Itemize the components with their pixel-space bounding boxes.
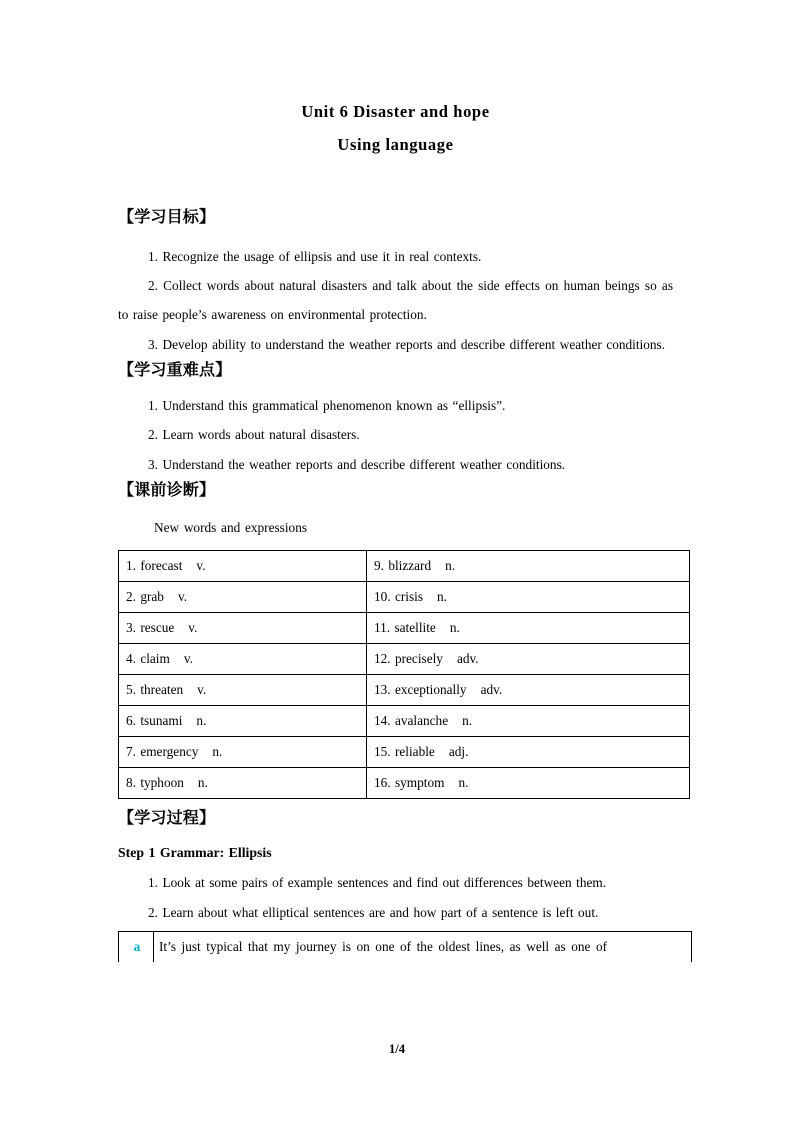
vocab-number: 11. bbox=[374, 620, 391, 636]
table-row bbox=[119, 675, 690, 706]
vocab-number: 7. bbox=[126, 744, 136, 760]
objective-item-2: 2. Collect words about natural disasters and talk about the side effects on human beings so as to raise people’s awareness on environmental protection. bbox=[118, 278, 673, 323]
vocab-cell-left bbox=[119, 768, 367, 799]
vocab-cell-right bbox=[367, 706, 690, 737]
vocab-number: 4. bbox=[126, 651, 136, 667]
vocab-cell-right bbox=[367, 582, 690, 613]
key-point-item-2: 2. Learn words about natural disasters. bbox=[148, 427, 360, 443]
vocab-word: satellite bbox=[394, 620, 436, 636]
vocab-cell-left bbox=[119, 737, 367, 768]
vocab-pos: n. bbox=[458, 775, 469, 791]
vocab-word: avalanche bbox=[394, 713, 449, 729]
vocab-pos: n. bbox=[196, 713, 207, 729]
vocab-cell-right bbox=[367, 613, 690, 644]
vocab-number: 6. bbox=[126, 713, 136, 729]
new-words-subtitle: New words and expressions bbox=[154, 519, 308, 535]
vocab-number: 9. bbox=[374, 558, 384, 574]
vocab-word: exceptionally bbox=[394, 682, 467, 698]
vocab-cell-left bbox=[119, 551, 367, 582]
table-row bbox=[119, 768, 690, 799]
vocab-cell-right bbox=[367, 551, 690, 582]
objective-item-3: 3. Develop ability to understand the weather reports and describe different weather conditions. bbox=[148, 336, 666, 352]
vocab-pos: n. bbox=[449, 620, 460, 636]
vocab-pos: v. bbox=[197, 682, 207, 698]
section-heading-key-points: 【学习重难点】 bbox=[118, 360, 232, 380]
page-number-footer: 1/4 bbox=[388, 1042, 406, 1056]
vocab-number: 14. bbox=[374, 713, 391, 729]
vocab-number: 2. bbox=[126, 589, 136, 605]
vocab-pos: adv. bbox=[480, 682, 503, 698]
vocab-word: tsunami bbox=[140, 713, 183, 729]
vocab-number: 13. bbox=[374, 682, 391, 698]
table-row bbox=[119, 644, 690, 675]
vocab-number: 15. bbox=[374, 744, 391, 760]
vocab-cell-left bbox=[119, 675, 367, 706]
vocab-number: 3. bbox=[126, 620, 136, 636]
vocab-pos: v. bbox=[188, 620, 198, 636]
vocab-number: 5. bbox=[126, 682, 136, 698]
vocabulary-table bbox=[118, 550, 690, 799]
table-row bbox=[119, 706, 690, 737]
vocab-number: 12. bbox=[374, 651, 391, 667]
vocab-word: blizzard bbox=[388, 558, 432, 574]
process-item-2: 2. Learn about what elliptical sentences are and how part of a sentence is left out. bbox=[148, 904, 599, 920]
vocab-word: threaten bbox=[140, 682, 184, 698]
vocab-word: grab bbox=[140, 589, 164, 605]
vocab-word: precisely bbox=[394, 651, 443, 667]
vocab-word: rescue bbox=[140, 620, 175, 636]
vocab-word: emergency bbox=[140, 744, 199, 760]
page-title: Unit 6 Disaster and hope bbox=[301, 102, 490, 121]
table-row bbox=[119, 931, 692, 962]
section-heading-process: 【学习过程】 bbox=[118, 808, 216, 828]
vocab-pos: n. bbox=[212, 744, 223, 760]
objective-item-1: 1. Recognize the usage of ellipsis and use it in real contexts. bbox=[148, 248, 482, 264]
key-point-item-3: 3. Understand the weather reports and describe different weather conditions. bbox=[148, 456, 566, 472]
vocab-cell-left bbox=[119, 582, 367, 613]
vocab-pos: n. bbox=[437, 589, 448, 605]
vocab-cell-left bbox=[119, 613, 367, 644]
vocab-word: symptom bbox=[394, 775, 445, 791]
vocab-cell-right bbox=[367, 737, 690, 768]
vocab-cell-left bbox=[119, 644, 367, 675]
vocab-word: reliable bbox=[394, 744, 435, 760]
vocab-cell-right bbox=[367, 644, 690, 675]
example-sentence-text: It’s just typical that my journey is on one of the oldest lines, as well as one of bbox=[154, 931, 692, 962]
vocab-number: 10. bbox=[374, 589, 391, 605]
vocab-word: forecast bbox=[140, 558, 183, 574]
vocab-word: typhoon bbox=[140, 775, 184, 791]
vocab-word: claim bbox=[140, 651, 170, 667]
vocab-cell-right bbox=[367, 768, 690, 799]
vocab-pos: adj. bbox=[448, 744, 469, 760]
table-row bbox=[119, 737, 690, 768]
vocab-pos: v. bbox=[196, 558, 206, 574]
section-heading-objectives: 【学习目标】 bbox=[118, 207, 216, 226]
vocab-cell-left bbox=[119, 706, 367, 737]
vocab-number: 1. bbox=[126, 558, 136, 574]
vocab-pos: v. bbox=[183, 651, 193, 667]
example-sentence-table-body bbox=[119, 931, 692, 962]
vocabulary-table-body bbox=[119, 551, 690, 799]
vocab-pos: n. bbox=[197, 775, 208, 791]
vocab-word: crisis bbox=[394, 589, 424, 605]
vocab-cell-right bbox=[367, 675, 690, 706]
page-subtitle: Using language bbox=[337, 134, 454, 154]
table-row bbox=[119, 582, 690, 613]
step-1-heading: Step 1 Grammar: Ellipsis bbox=[118, 844, 272, 860]
vocab-number: 8. bbox=[126, 775, 136, 791]
vocab-number: 16. bbox=[374, 775, 391, 791]
vocab-pos: n. bbox=[445, 558, 456, 574]
example-sentence-table bbox=[118, 931, 692, 962]
table-row bbox=[119, 613, 690, 644]
section-heading-pre-class: 【课前诊断】 bbox=[118, 480, 216, 500]
table-row bbox=[119, 551, 690, 582]
page-content bbox=[118, 0, 673, 962]
vocab-pos: adv. bbox=[456, 651, 479, 667]
key-point-item-1: 1. Understand this grammatical phenomenon known as “ellipsis”. bbox=[148, 397, 506, 413]
example-label: a bbox=[119, 931, 154, 962]
vocab-pos: v. bbox=[177, 589, 188, 605]
vocab-pos: n. bbox=[462, 713, 473, 729]
process-item-1: 1. Look at some pairs of example sentences and find out differences between them. bbox=[148, 875, 607, 891]
